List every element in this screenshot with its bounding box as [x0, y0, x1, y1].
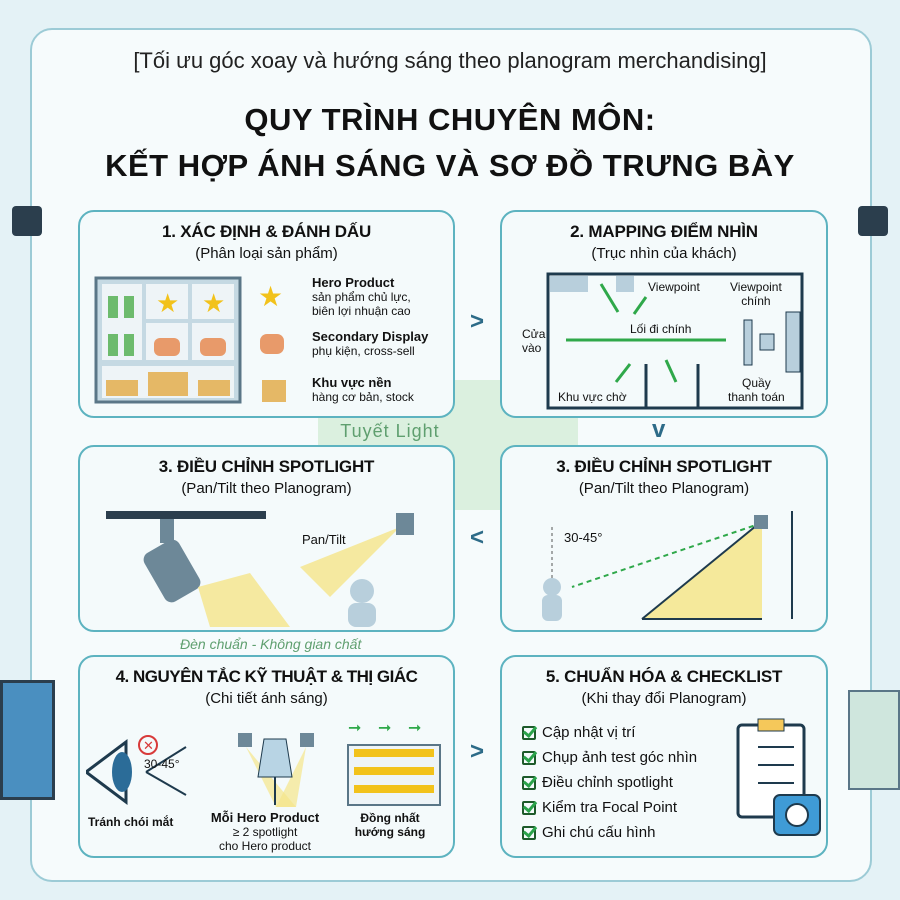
watermark-brand: Tuyết Light [340, 421, 440, 441]
background-zone-label: Khu vực nền hàng cơ bản, stock [312, 375, 414, 404]
checklist-item: Chụp ảnh test góc nhìn [522, 749, 697, 766]
step4-card [78, 655, 455, 858]
step3a-card [78, 445, 455, 632]
checklist-item: Kiểm tra Focal Point [522, 799, 677, 816]
step2-card [500, 210, 828, 418]
hero-product-label: Hero Product sản phẩm chủ lực, biên lợi nhuận cao [312, 275, 411, 318]
angle-diagram [532, 507, 822, 627]
track-light-icon [858, 206, 888, 236]
step2-title: 2. MAPPING ĐIỂM NHÌN [570, 222, 758, 241]
checklist-item: Ghi chú cấu hình [522, 824, 655, 841]
step5-title: 5. CHUẨN HÓA & CHECKLIST [545, 667, 783, 686]
step3a-title: 3. ĐIỀU CHỈNH SPOTLIGHT [158, 457, 375, 476]
step3b-subtitle: (Pan/Tilt theo Planogram) [578, 480, 750, 497]
step3b-title: 3. ĐIỀU CHỈNH SPOTLIGHT [556, 457, 772, 476]
step4-title: 4. NGUYÊN TẮC KỸ THUẬT & THỊ GIÁC [115, 667, 418, 686]
viewpoint-label: Viewpoint [648, 280, 700, 294]
step1-subtitle: (Phân loại sản phẩm) [195, 245, 338, 262]
angle-label: 30-45° [144, 757, 180, 771]
step3b-card [500, 445, 828, 632]
svg-text:★: ★ [202, 288, 226, 318]
angle-label: 30-45° [564, 530, 603, 545]
hero-spotlight-label: Mỗi Hero Product ≥ 2 spotlight cho Hero product [210, 810, 320, 853]
flow-arrow-down: v [652, 416, 666, 443]
checkbox-checked-icon [522, 751, 536, 765]
step4-subtitle: (Chi tiết ánh sáng) [205, 690, 328, 707]
svg-text:➞: ➞ [348, 720, 362, 737]
uniform-direction-label: Đồng nhất hướng sáng [354, 811, 426, 839]
monitor-icon [0, 680, 55, 800]
pan-tilt-label: Pan/Tilt [302, 532, 346, 547]
main-viewpoint-label: Viewpoint chính [730, 280, 782, 308]
flow-arrow-right: > [470, 738, 485, 765]
step3a-subtitle: (Pan/Tilt theo Planogram) [181, 480, 352, 497]
checkbox-checked-icon [522, 801, 536, 815]
title-line-2: KẾT HỢP ÁNH SÁNG VÀ SƠ ĐỒ TRƯNG BÀY [105, 148, 795, 183]
svg-text:➞: ➞ [378, 720, 392, 737]
title-line-1: QUY TRÌNH CHUYÊN MÔN: [244, 102, 656, 137]
shelf-illustration [94, 276, 244, 406]
svg-text:★: ★ [156, 288, 180, 318]
track-light-icon [12, 206, 42, 236]
step1-title: 1. XÁC ĐỊNH & ĐÁNH DẤU [161, 222, 372, 241]
svg-text:✕: ✕ [143, 738, 154, 753]
secondary-display-label: Secondary Display phụ kiện, cross-sell [312, 329, 429, 358]
boxes-icon [262, 380, 286, 402]
entrance-label: Cửa vào [522, 327, 546, 355]
watermark-slogan: Đèn chuẩn - Không gian chất [180, 636, 362, 652]
shelf-icon [848, 690, 900, 790]
step5-subtitle: (Khi thay đổi Planogram) [581, 690, 747, 707]
flow-arrow-left: < [470, 524, 485, 551]
svg-text:➞: ➞ [408, 720, 422, 737]
checklist-item: Điều chỉnh spotlight [522, 774, 673, 791]
waiting-area-label: Khu vực chờ [558, 390, 627, 404]
checkbox-checked-icon [522, 726, 536, 740]
step2-subtitle: (Trục nhìn của khách) [591, 245, 737, 262]
step5-card [500, 655, 828, 858]
checkbox-checked-icon [522, 826, 536, 840]
star-icon: ★ [258, 281, 284, 312]
checkout-label: Quầy thanh toán [728, 376, 785, 404]
subtitle: [Tối ưu góc xoay và hướng sáng theo planogram merchandising] [133, 48, 767, 73]
handbag-icon [260, 334, 284, 354]
spotlight-illustration [100, 507, 440, 627]
flow-arrow-right: > [470, 308, 485, 335]
technical-principles-illustration [86, 717, 456, 807]
checkbox-checked-icon [522, 776, 536, 790]
main-aisle-label: Lối đi chính [630, 322, 692, 336]
clipboard-camera-icon [734, 717, 824, 847]
checklist-item: Cập nhật vị trí [522, 724, 635, 741]
avoid-glare-label: Tránh chói mắt [88, 815, 174, 829]
step1-card [78, 210, 455, 418]
